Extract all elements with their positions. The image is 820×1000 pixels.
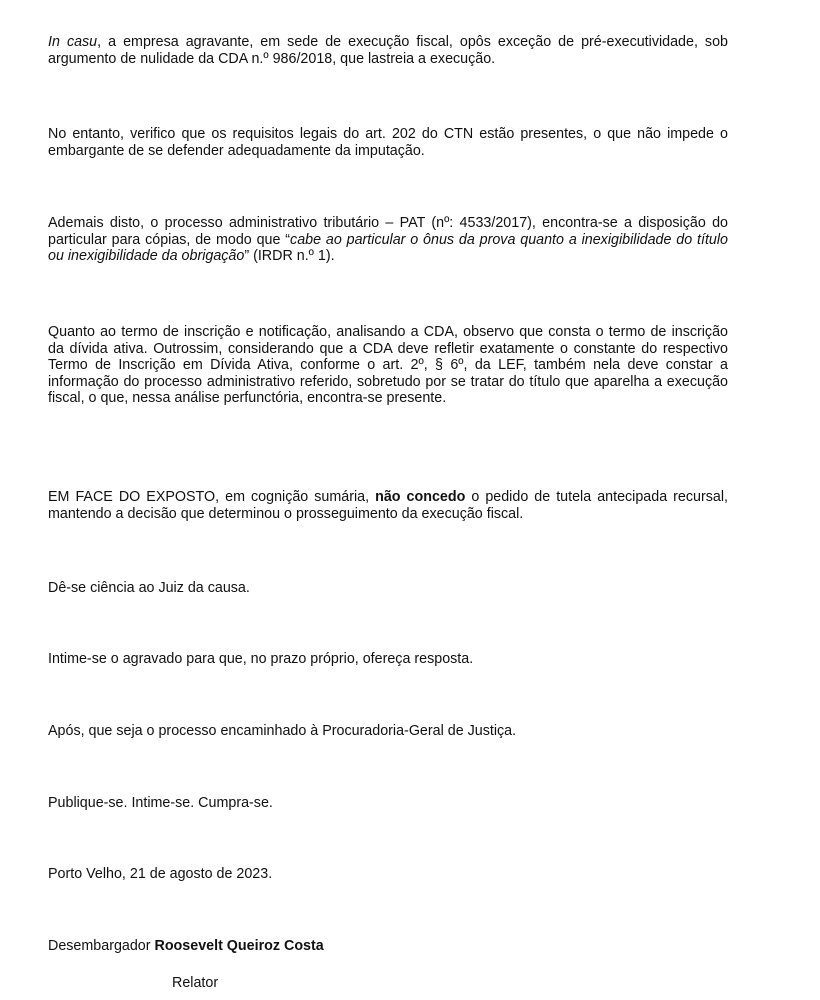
signature-title: Desembargador: [48, 938, 155, 954]
paragraph-pat-process: [48, 215, 728, 265]
paragraph-text: No entanto, verifico que os requisitos legais do art. 202 do CTN estão presentes, o que não impede o embargante de se defender adequadamente da imputação.: [48, 126, 728, 159]
paragraph-forward-to-prosecutor: [48, 723, 728, 740]
paragraph-text: Após, que seja o processo encaminhado à Procuradoria-Geral de Justiça.: [48, 723, 517, 739]
paragraph-exception-of-pre-executivity: [48, 34, 728, 67]
paragraph-text: Intime-se o agravado para que, no prazo próprio, ofereça resposta.: [48, 651, 474, 667]
signature-name: Roosevelt Queiroz Costa: [154, 938, 324, 954]
paragraph-text: Publique-se. Intime-se. Cumpra-se.: [48, 795, 273, 811]
paragraph-text: Ademais disto, o processo administrativo tributário – PAT (nº: 4533/2017), encontra-se a disposição do particular para cópias, de modo que “: [48, 215, 728, 248]
paragraph-decision: [48, 489, 728, 522]
paragraph-text: o pedido de tutela antecipada recursal, mantendo a decisão que determinou o prosseguimento da execução fiscal.: [48, 489, 728, 522]
paragraph-text: ” (IRDR n.º 1).: [244, 248, 335, 265]
italic-quote-irdr: cabe ao particular o ônus da prova quanto a inexigibilidade do título ou inexigibilidade da obrigação: [48, 231, 729, 265]
signature-role-text: Relator: [172, 975, 219, 991]
paragraph-inscription-term: [48, 324, 728, 407]
bold-ruling-not-granted: não concedo: [375, 489, 466, 505]
paragraph-text: , a empresa agravante, em sede de execução fiscal, opôs exceção de pré-executividade, sob argumento de nulidade da CDA n.º 986/2018, que lastreia a execução.: [48, 34, 728, 67]
italic-lead-in-casu: In casu: [48, 34, 98, 50]
paragraph-text: EM FACE DO EXPOSTO, em cognição sumária,: [48, 489, 376, 505]
paragraph-ctn-requirements: [48, 126, 728, 159]
place-and-date: [48, 866, 728, 883]
paragraph-text: Quanto ao termo de inscrição e notificação, analisando a CDA, observo que consta o termo de inscrição da dívida ativa. Outrossim, considerando que a CDA deve refletir exatamente o constante do respectivo Termo de Inscrição em Dívida Ativa, conforme o art. 2º, § 6º, da LEF, também nela deve constar a informação do processo administrativo referido, sobretudo por se tratar do título que aparelha a execução fiscal, o que, nessa análise perfunctória, encontra-se presente.: [48, 324, 728, 407]
paragraph-summon-respondent: [48, 651, 728, 668]
signature-role: [172, 975, 218, 992]
paragraph-notify-judge: [48, 580, 728, 597]
paragraph-text: Dê-se ciência ao Juiz da causa.: [48, 580, 250, 596]
paragraph-publish-order: [48, 795, 728, 812]
signature-line: [48, 938, 728, 955]
date-text: Porto Velho, 21 de agosto de 2023.: [48, 866, 273, 882]
